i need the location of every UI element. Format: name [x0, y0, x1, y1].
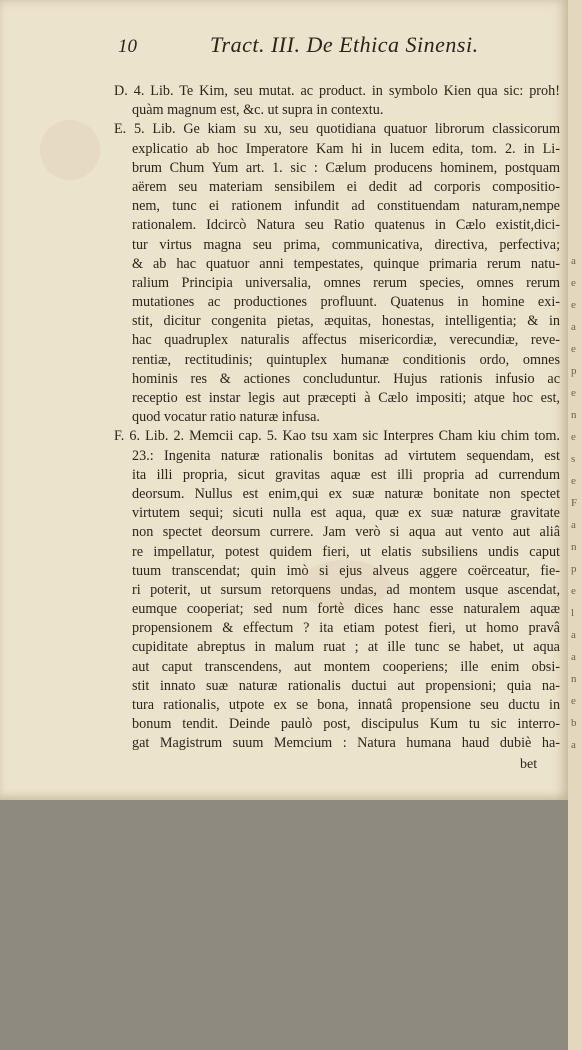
text-line: mutationes ac productiones profluunt. Quatenus in homine exi- [132, 294, 560, 311]
text-line: quàm magnum est, &c. ut supra in contextu. [132, 102, 384, 119]
text-line: explicatio ab hoc Imperatore Kam hi in lucem edita, tom. 2. in Li- [132, 140, 560, 157]
facing-page-glyph: a [571, 255, 576, 267]
facing-page-glyph: n [571, 541, 577, 553]
text-line: eumque cooperiat; sed num fortè dices hanc esse naturalem aquæ [132, 601, 560, 618]
facing-page-glyph: a [571, 739, 576, 751]
text-line: E. 5. Lib. Ge kiam su xu, seu quotidiana quatuor librorum classicorum [114, 121, 561, 138]
text-line: tuum transcendat; quin imò si ejus alveus aggere coërceatur, fie- [132, 562, 561, 579]
paper-stain [40, 120, 100, 180]
facing-page-glyph: n [571, 409, 577, 421]
facing-page-glyph: n [571, 673, 577, 685]
facing-page-edge [568, 0, 582, 1050]
facing-page-glyph: l [571, 607, 575, 619]
text-line: re impellatur, potest quidem fieri, ut elatis subsiliens undis caput [132, 543, 561, 560]
text-line: nem, tunc ei rationem infundit ad constituendam naturam,nempe [132, 198, 560, 215]
facing-page-glyph: a [571, 321, 576, 333]
text-line: quod vocatur ratio naturæ infusa. [132, 409, 320, 426]
text-line: D. 4. Lib. Te Kim, seu mutat. ac product. in symbolo Kien qua sic: proh! [114, 83, 560, 99]
text-line: receptio est instar legis aut præcepti à Cælo impositi; atque hoc est, [132, 390, 560, 406]
facing-page-glyph: p [571, 365, 577, 377]
text-line: cupiditate abreptus in malum ruat ; at ille tunc se habet, ut aqua [132, 639, 560, 656]
facing-page-glyph: b [571, 717, 577, 729]
facing-page-glyph: e [571, 387, 576, 399]
text-line: non spectet deorsum currere. Jam verò si aqua aut vento aut aliâ [132, 524, 561, 541]
facing-page-glyph: e [571, 475, 576, 487]
text-line: gat Magistrum suum Memcium : Natura humana haud dubiè ha- [132, 735, 560, 752]
text-line: tur virtus magna seu prima, communicativa, directiva, perfectiva; [132, 236, 561, 253]
text-line: stit, dicitur congenita pietas, æquitas, honestas, intelligentia; & in [132, 313, 560, 330]
page-header [118, 30, 558, 60]
facing-page-glyph: e [571, 695, 576, 707]
text-line: aut caput transcendens, aut montem cooperiens; ille enim obsi- [132, 658, 560, 675]
facing-page-glyph: a [571, 651, 576, 663]
text-line: tura rationalis, utpote ex se bona, innatâ propensione seu ductu in [132, 697, 561, 713]
facing-page-glyph: p [571, 563, 577, 575]
text-line: stit innato suæ naturæ rationalis ductui aut propensioni; quia na- [132, 677, 561, 694]
text-line: propensionem & effectum ? ita etiam potest fieri, ut homo pravâ [132, 620, 560, 637]
text-line: hac quadruplex naturalis affectus misericordiæ, verecundiæ, reve- [132, 332, 560, 349]
text-line: 23.: Ingenita naturæ rationalis bonitas ad virtutem sequendam, est [132, 447, 560, 464]
text-line: aërem seu materiam sensibilem ei dedit ad corporis compositio- [132, 178, 560, 195]
text-line: & ab hac quatuor anni tempestates, quinque primaria rerum natu- [132, 255, 561, 272]
facing-page-glyph: e [571, 585, 576, 597]
facing-page-glyph: s [571, 453, 576, 465]
facing-page-glyph: e [571, 299, 576, 311]
text-line: bonum tendit. Deinde paulò post, discipulus Kum tu sic interro- [132, 716, 561, 733]
text-line: rentiæ, rectitudinis; quintuplex humanæ conditionis ordo, omnes [132, 351, 560, 368]
text-line: deorsum. Nullus est enim,qui ex suæ naturæ bonitate non spectet [132, 485, 561, 502]
text-line: ita illi propria, sicut gravitas aquæ est illi propria ad currendum [132, 466, 561, 483]
facing-page-glyph: a [571, 519, 576, 531]
text-line: virtutem sequi; sicuti nulla est aqua, quæ ex suæ naturæ gravitate [132, 505, 560, 522]
text-line: rationalem. Idcircò Natura seu Ratio quatenus in Cælo existit,dici- [132, 217, 561, 234]
facing-page-glyph: a [571, 629, 576, 641]
text-line: ri poterit, ut sursum retorquens undas, ad montem usque ascendat, [132, 581, 561, 598]
page-number: 10 [118, 36, 137, 57]
text-line: F. 6. Lib. 2. Memcii cap. 5. Kao tsu xam sic Interpres Cham kiu chim tom. [114, 428, 560, 445]
text-line: hominis res & actiones concluduntur. Hujus rationis infusio ac [132, 370, 560, 387]
catchword: bet [520, 757, 538, 772]
page-body [114, 82, 560, 754]
facing-page-glyph: F [571, 497, 578, 509]
text-line: brum Chum Yum art. 1. sic : Cælum producens hominem, postquam [132, 159, 561, 176]
text-line: ralium Principia universalia, omnes rerum species, omnes rerum [132, 274, 561, 291]
facing-page-glyph: e [571, 431, 576, 443]
facing-page-glyph: e [571, 343, 576, 355]
facing-page-glyph: e [571, 277, 576, 289]
running-title: Tract. III. De Ethica Sinensi. [210, 32, 479, 57]
